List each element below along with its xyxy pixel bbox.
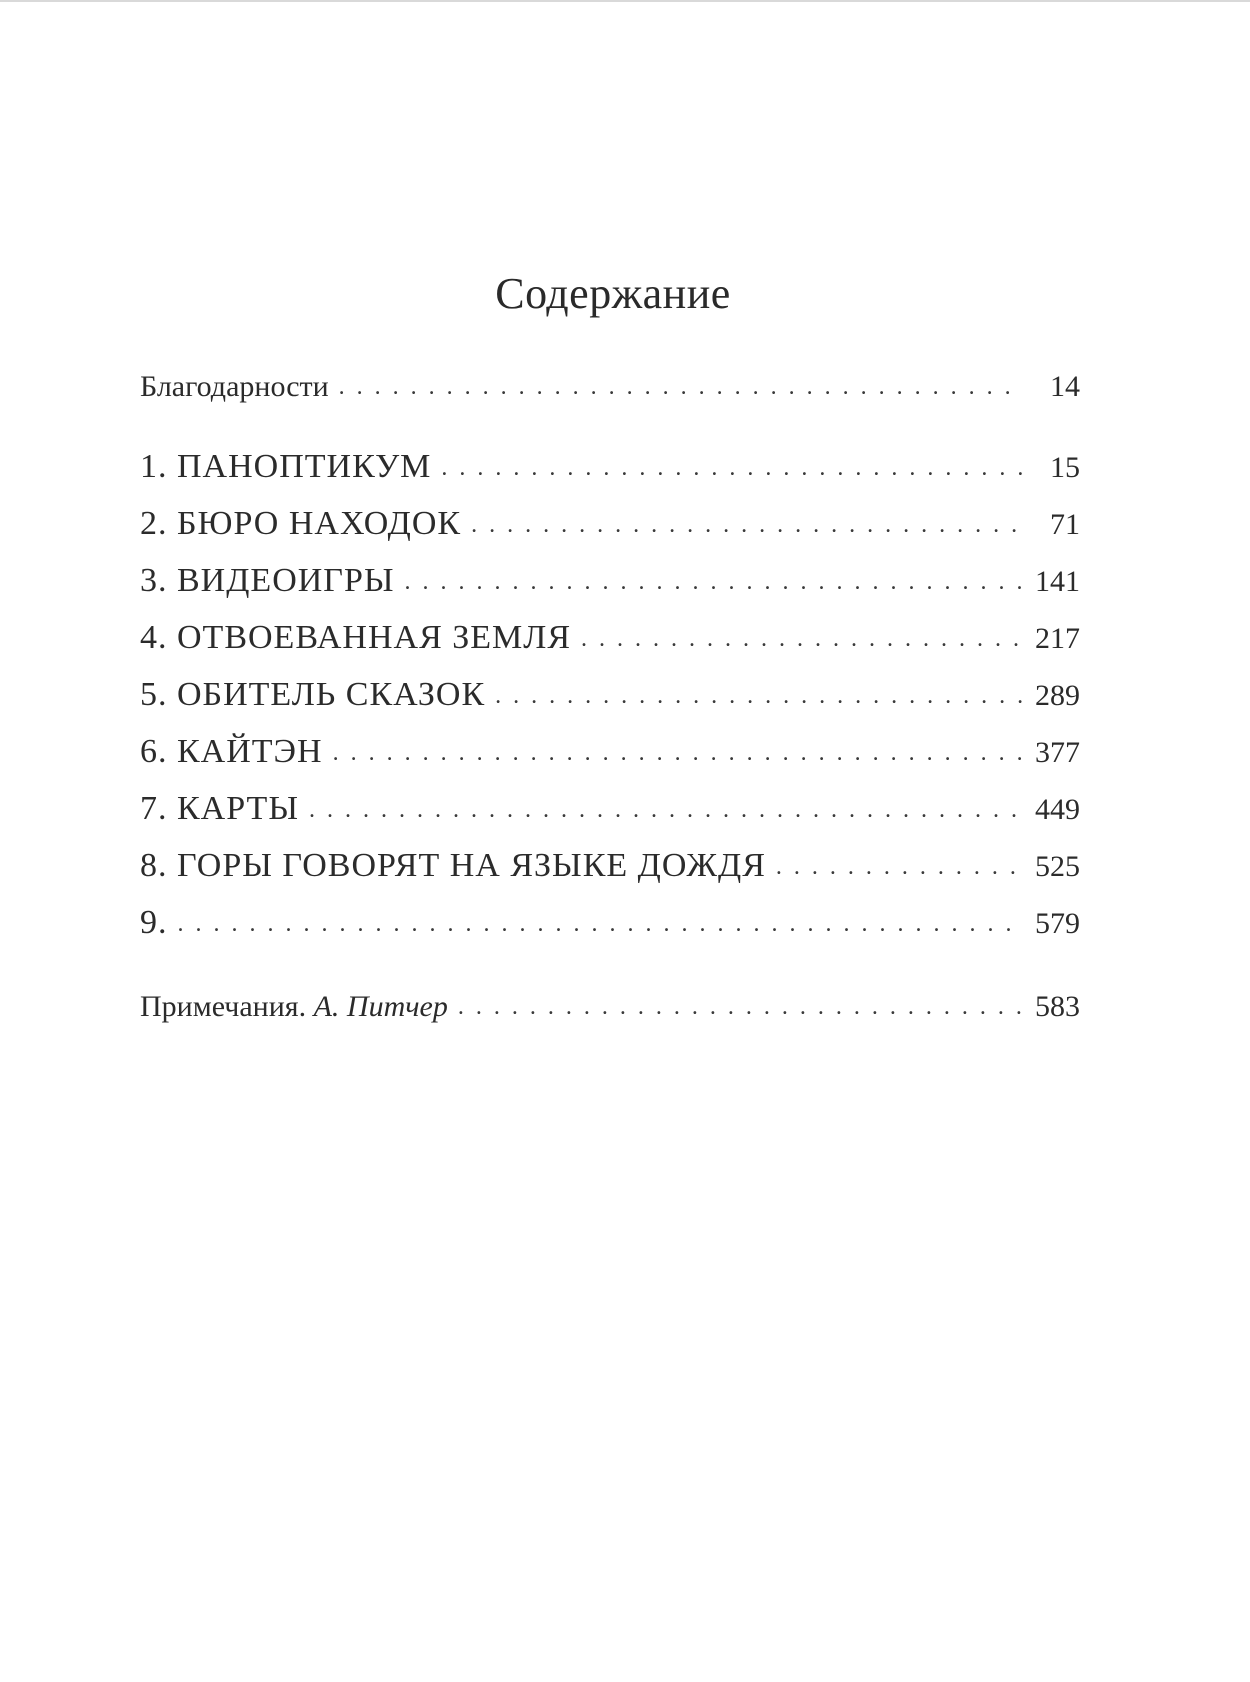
dot-leader: [405, 569, 1022, 596]
dot-leader: [178, 911, 1023, 938]
dot-leader: [471, 512, 1022, 539]
toc-entry-chapter-7[interactable]: [140, 790, 1080, 834]
dot-leader: [339, 374, 1022, 401]
dot-leader: [441, 455, 1022, 482]
toc-page-number: 141: [1035, 565, 1080, 598]
toc-page-number: 14: [1050, 370, 1080, 403]
toc-entry-acknowledgements[interactable]: [140, 370, 1080, 414]
toc-entry-title: 7. КАРТЫ: [140, 790, 299, 827]
toc-entry-chapter-6[interactable]: [140, 733, 1080, 777]
toc-entry-title: 5. ОБИТЕЛЬ СКАЗОК: [140, 676, 486, 713]
toc-entry-title: 9.: [140, 904, 168, 941]
toc-entry-chapter-4[interactable]: [140, 619, 1080, 663]
toc-entry-title: [140, 990, 448, 1024]
dot-leader: [495, 683, 1022, 710]
toc-entry-chapter-5[interactable]: [140, 676, 1080, 720]
toc-entry-chapter-9[interactable]: [140, 904, 1080, 948]
toc-page-number: 289: [1035, 679, 1080, 712]
notes-author: А. Питчер: [313, 990, 448, 1023]
toc-page-number: 525: [1035, 850, 1080, 883]
toc-entry-title: 3. ВИДЕОИГРЫ: [140, 562, 395, 599]
toc-page-number: 217: [1035, 622, 1080, 655]
dot-leader: [333, 740, 1022, 767]
toc-page-number: 377: [1035, 736, 1080, 769]
dot-leader: [309, 797, 1022, 824]
toc-entry-title: 2. БЮРО НАХОДОК: [140, 505, 462, 542]
toc-entry-chapter-2[interactable]: [140, 505, 1080, 549]
dot-leader: [458, 994, 1022, 1021]
toc-entry-chapter-8[interactable]: [140, 847, 1080, 891]
toc-page-number: 449: [1035, 793, 1080, 826]
toc-entry-chapter-1[interactable]: [140, 448, 1080, 492]
dot-leader: [776, 854, 1022, 881]
toc-entry-chapter-3[interactable]: [140, 562, 1080, 606]
toc-page-number: 71: [1050, 508, 1080, 541]
page-title: Содержание: [495, 269, 731, 318]
toc-entry-title: 1. ПАНОПТИКУМ: [140, 448, 432, 485]
toc-entry-notes[interactable]: [140, 990, 1080, 1034]
toc-page-number: 15: [1050, 451, 1080, 484]
toc-page-number: 583: [1035, 990, 1080, 1023]
toc-entry-title: 8. ГОРЫ ГОВОРЯТ НА ЯЗЫКЕ ДОЖДЯ: [140, 847, 766, 884]
dot-leader: [581, 626, 1022, 653]
toc-entry-title: 6. КАЙТЭН: [140, 733, 323, 770]
toc-entry-title: Благодарности: [140, 370, 329, 403]
toc-page-number: 579: [1035, 907, 1080, 940]
notes-label: Примечания.: [140, 990, 307, 1023]
top-border: [0, 0, 1250, 2]
toc-entry-title: 4. ОТВОЕВАННАЯ ЗЕМЛЯ: [140, 619, 572, 656]
